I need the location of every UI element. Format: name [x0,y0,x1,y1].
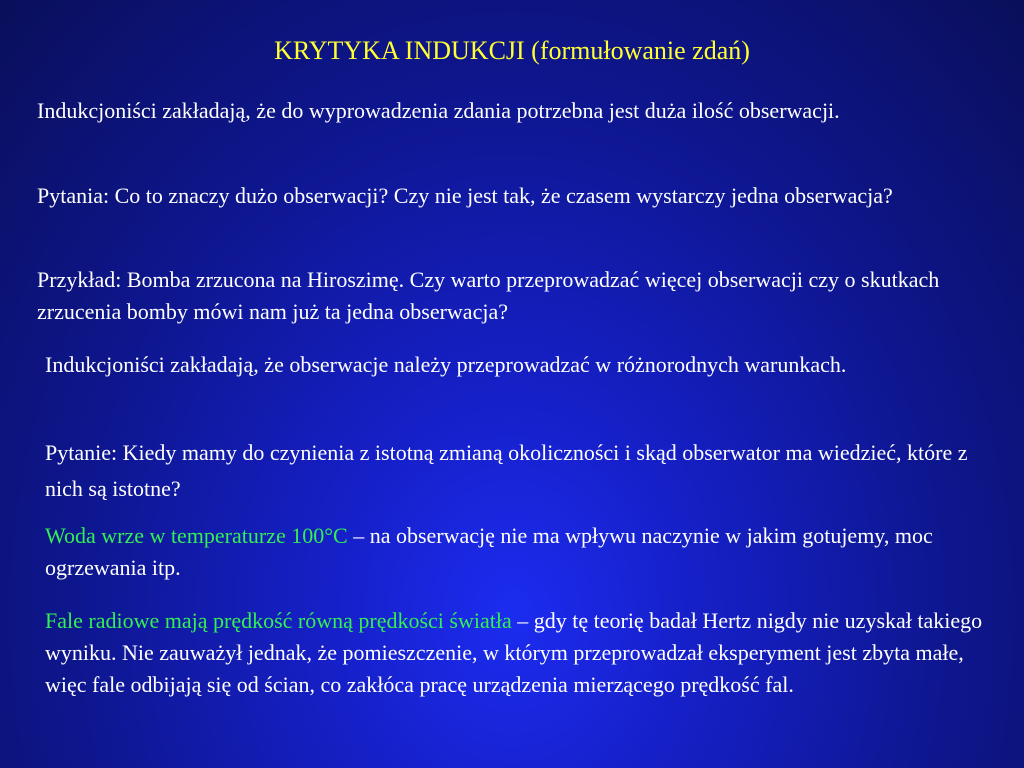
highlight-radio-waves: Fale radiowe mają prędkość równą prędkości światła [45,608,512,633]
paragraph-question-2: Pytanie: Kiedy mamy do czynienia z istotną zmianą okoliczności i skąd obserwator ma wiedzieć, które z nich są istotne? [45,440,968,501]
paragraph-questions-1: Pytania: Co to znaczy dużo obserwacji? Czy nie jest tak, że czasem wystarczy jedna obserwacja? [37,183,893,208]
slide-title: KRYTYKA INDUKCJI (formułowanie zdań) [274,36,750,65]
paragraph-example-radio-waves-text: – gdy tę teorię badał Hertz nigdy nie uzyskał takiego wyniku. Nie zauważył jednak, że pomieszczenie, w którym przeprowadzał eksperyment jest zbyta małe, więc fale odbijają się od ścian, co zakłóca pracę urządzenia mierzącego prędkość fal. [45,608,983,697]
paragraph-example-radio-waves [45,605,1005,701]
paragraph-induction-assumption-2: Indukcjoniści zakładają, że obserwacje należy przeprowadzać w różnorodnych warunkach. [45,352,847,377]
paragraph-induction-assumption-1: Indukcjoniści zakładają, że do wyprowadzenia zdania potrzebna jest duża ilość obserwacji. [37,98,840,123]
highlight-water-boils: Woda wrze w temperaturze 100°C [45,523,348,548]
paragraph-example-water-text: – na obserwację nie ma wpływu naczynie w jakim gotujemy, moc ogrzewania itp. [45,523,933,580]
paragraph-example-hiroshima: Przykład: Bomba zrzucona na Hiroszimę. Czy warto przeprowadzać więcej obserwacji czy o skutkach zrzucenia bomby mówi nam już ta jedna obserwacja? [37,267,940,324]
paragraph-example-water [45,520,995,584]
